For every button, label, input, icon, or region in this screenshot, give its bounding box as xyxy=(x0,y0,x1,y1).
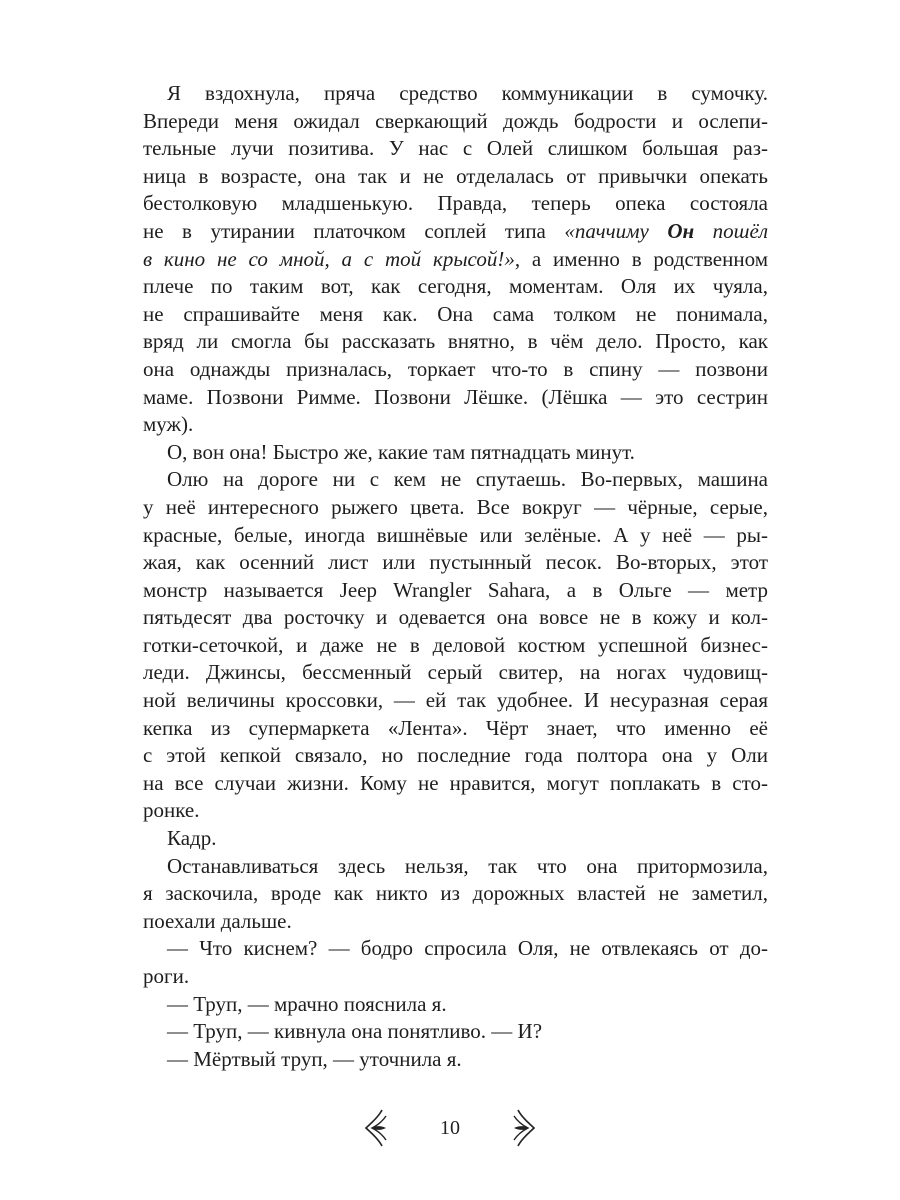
text-segment: Впереди меня ожидал сверкающий дождь бодрости и ослепи- xyxy=(143,108,768,133)
text-segment: поехали дальше. xyxy=(143,908,292,933)
text-segment: на все случаи жизни. Кому не нравится, могут поплакать в сто- xyxy=(143,770,768,795)
text-segment: красные, белые, иногда вишнёвые или зелёные. А у неё — ры- xyxy=(143,522,768,547)
text-line xyxy=(143,908,768,936)
text-line xyxy=(143,108,768,136)
text-segment: леди. Джинсы, бессменный серый свитер, на ногах чудовищ- xyxy=(143,660,768,685)
text-segment: ной величины кроссовки, — ей так удобнее. И несуразная серая xyxy=(143,688,768,713)
text-line xyxy=(143,935,768,963)
text-segment: у неё интересного рыжего цвета. Все вокруг — чёрные, серые, xyxy=(143,494,768,519)
text-line xyxy=(143,797,768,825)
text-line xyxy=(143,273,768,301)
text-line xyxy=(143,549,768,577)
text-line xyxy=(143,163,768,191)
text-segment: роги. xyxy=(143,964,190,988)
right-ornament-icon xyxy=(508,1108,536,1148)
text-segment: тельные лучи позитива. У нас с Олей слишком большая раз- xyxy=(143,136,768,161)
text-line xyxy=(143,190,768,218)
text-line xyxy=(143,328,768,356)
text-segment: Я вздохнула, пряча средство коммуникации в сумочку. xyxy=(167,81,768,105)
text-line xyxy=(143,466,768,494)
emphasis-text: «паччиму xyxy=(564,218,668,243)
text-segment: ница в возрасте, она так и не отделалась от привычки опекать xyxy=(143,163,768,188)
left-ornament-icon xyxy=(364,1108,392,1148)
text-line xyxy=(143,80,768,108)
text-line xyxy=(143,135,768,163)
text-line xyxy=(143,1018,768,1046)
text-segment: кепка из супермаркета «Лента». Чёрт знает, что именно её xyxy=(143,715,768,740)
text-segment: Кадр. xyxy=(167,826,217,851)
emphasis-text: Он xyxy=(667,218,695,243)
text-line xyxy=(143,577,768,605)
text-segment: — Труп, — кивнула она понятливо. — И? xyxy=(167,1019,543,1044)
text-line xyxy=(143,770,768,798)
text-segment: с этой кепкой связало, но последние года полтора она у Оли xyxy=(143,743,768,768)
text-segment: муж). xyxy=(143,412,194,437)
text-segment: О, вон она! Быстро же, какие там пятнадцать минут. xyxy=(167,439,635,464)
text-line xyxy=(143,963,768,991)
text-segment: вряд ли смогла бы рассказать внятно, в чём дело. Просто, как xyxy=(143,329,768,354)
text-line xyxy=(143,880,768,908)
text-line xyxy=(143,1046,768,1074)
text-segment: не в утирании платочком соплей типа xyxy=(143,218,565,243)
text-line xyxy=(143,411,768,439)
page-number: 10 xyxy=(440,1116,460,1139)
text-segment: Останавливаться здесь нельзя, так что она притормозила, xyxy=(167,853,768,878)
text-segment: маме. Позвони Римме. Позвони Лёшке. (Лёшка — это сестрин xyxy=(143,384,768,409)
text-line xyxy=(143,301,768,329)
page-body-text xyxy=(143,80,768,1073)
text-line xyxy=(143,356,768,384)
text-line xyxy=(143,687,768,715)
text-segment: — Труп, — мрачно пояснила я. xyxy=(167,991,447,1016)
text-line xyxy=(143,522,768,550)
text-segment: плече по таким вот, как сегодня, моментам. Оля их чуяла, xyxy=(143,274,768,299)
text-line xyxy=(143,742,768,770)
text-line xyxy=(143,384,768,412)
text-segment: готки-сеточкой, и даже не в деловой костюм успешной бизнес- xyxy=(143,632,768,657)
text-line xyxy=(143,853,768,881)
text-segment: — Мёртвый труп, — уточнила я. xyxy=(167,1046,462,1071)
text-line xyxy=(143,632,768,660)
text-segment: жая, как осенний лист или пустынный песок. Во-вторых, этот xyxy=(143,550,768,575)
text-segment: бестолковую младшенькую. Правда, теперь опека состояла xyxy=(143,191,768,216)
text-segment: Олю на дороге ни с кем не спутаешь. Во-первых, машина xyxy=(167,467,768,492)
text-line xyxy=(143,439,768,467)
text-line xyxy=(143,715,768,743)
text-segment: монстр называется Jeep Wrangler Sahara, а в Ольге — метр xyxy=(143,577,768,602)
emphasis-text: в кино не со мной, а с той крысой!» xyxy=(143,246,515,271)
text-line xyxy=(143,825,768,853)
text-line xyxy=(143,991,768,1019)
text-segment: она однажды призналась, торкает что-то в спину — позвони xyxy=(143,356,768,381)
text-line xyxy=(143,494,768,522)
text-line xyxy=(143,218,768,246)
text-line xyxy=(143,246,768,274)
text-line xyxy=(143,659,768,687)
text-segment: ронке. xyxy=(143,798,200,823)
text-segment: — Что киснем? — бодро спросила Оля, не отвлекаясь от до- xyxy=(167,936,768,961)
text-segment: , а именно в родственном xyxy=(514,246,768,271)
text-segment: не спрашивайте меня как. Она сама толком не понимала, xyxy=(143,301,768,326)
text-segment: пятьдесят два росточку и одевается она вовсе не в кожу и кол- xyxy=(143,605,768,630)
text-segment: я заскочила, вроде как никто из дорожных властей не заметил, xyxy=(143,881,768,906)
emphasis-text: пошёл xyxy=(694,218,769,243)
text-line xyxy=(143,604,768,632)
page-footer xyxy=(0,1108,900,1148)
